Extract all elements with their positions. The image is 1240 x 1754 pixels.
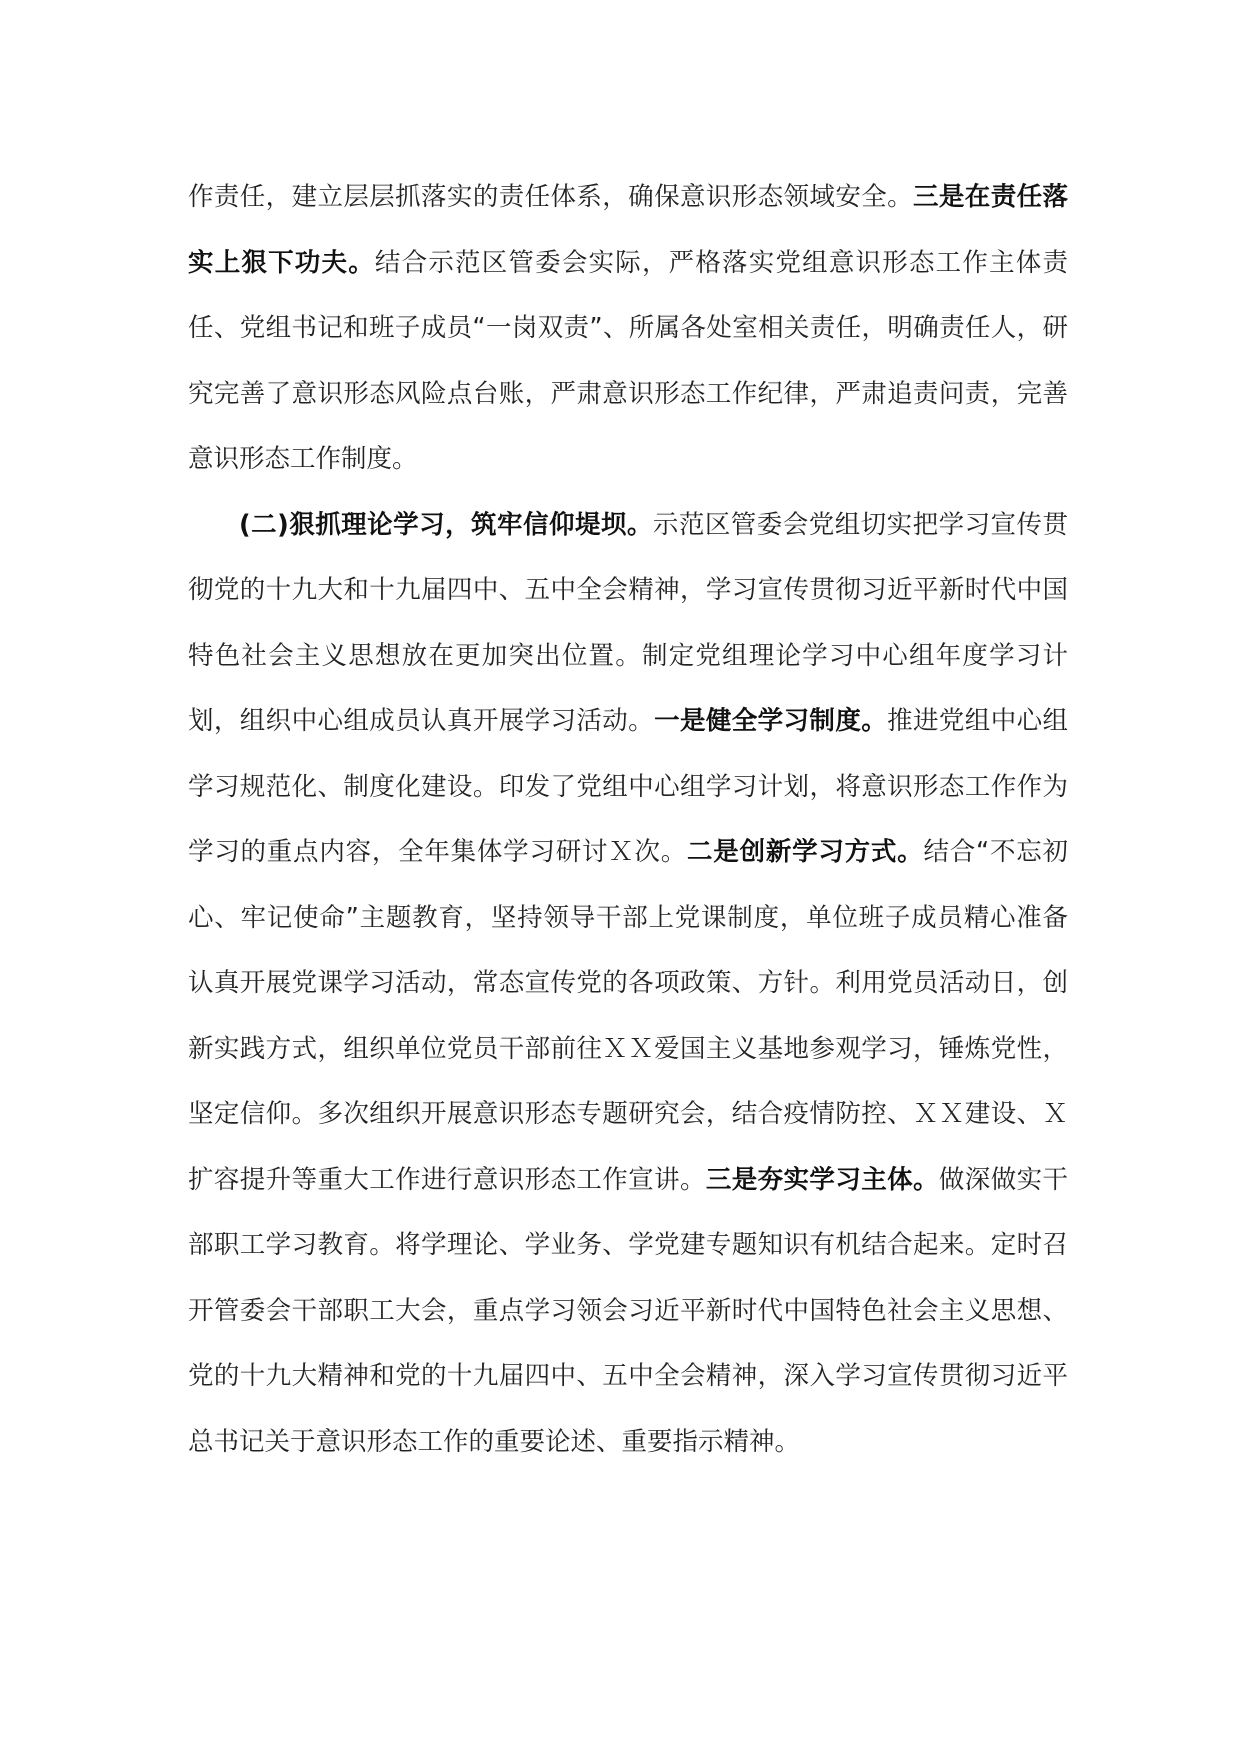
paragraph-1-bold-lead: 三是在责任落实上狠下功夫。	[188, 182, 1068, 278]
paragraph-2-text-3: 结合“不忘初心、牢记使命”主题教育，坚持领导干部上党课制度，单位班子成员精心准备认真开展党课学习活动，常态宣传党的各项政策、方针。利用党员活动日，创新实践方式，组织单位党员干部前往ＸＸ爱国主义基地参观学习，锤炼党性，坚定信仰。多次组织开展意识形态专题研究会，结合疫情防控、ＸＸ建设、Ｘ扩容提升等重大工作进行意识形态工作宣讲。	[188, 837, 1068, 1195]
document-body	[188, 165, 1068, 1475]
paragraph-2-bold-3: 三是夯实学习主体。	[705, 1164, 939, 1195]
paragraph-2-bold-2: 二是创新学习方式。	[687, 837, 924, 867]
paragraph-1-text-2: 结合示范区管委会实际，严格落实党组意识形态工作主体责任、党组书记和班子成员“一岗双责”、所属各处室相关责任，明确责任人，研究完善了意识形态风险点台账，严肃意识形态工作纪律，严肃追责问责，完善意识形态工作制度。	[188, 247, 1068, 474]
section-heading-2: (二)狠抓理论学习，筑牢信仰堤坝。	[239, 509, 653, 540]
paragraph-2-bold-1: 一是健全学习制度。	[654, 706, 888, 736]
paragraph-2-text-1: 示范区管委会党组切实把学习宣传贯彻党的十九大和十九届四中、五中全会精神，学习宣传贯彻习近平新时代中国特色社会主义思想放在更加突出位置。制定党组理论学习中心组年度学习计划，组织中心组成员认真开展学习活动。	[188, 509, 1068, 736]
paragraph-2	[188, 493, 1068, 1476]
paragraph-1	[188, 165, 1068, 493]
paragraph-2-text-4: 做深做实干部职工学习教育。将学理论、学业务、学党建专题知识有机结合起来。定时召开管委会干部职工大会，重点学习领会习近平新时代中国特色社会主义思想、党的十九大精神和党的十九届四中、五中全会精神，深入学习宣传贯彻习近平总书记关于意识形态工作的重要论述、重要指示精神。	[188, 1164, 1068, 1457]
paragraph-1-text-1: 作责任，建立层层抓落实的责任体系，确保意识形态领域安全。	[188, 182, 914, 212]
paragraph-2-text-2: 推进党组中心组学习规范化、制度化建设。印发了党组中心组学习计划，将意识形态工作作为学习的重点内容，全年集体学习研讨Ｘ次。	[188, 706, 1068, 867]
